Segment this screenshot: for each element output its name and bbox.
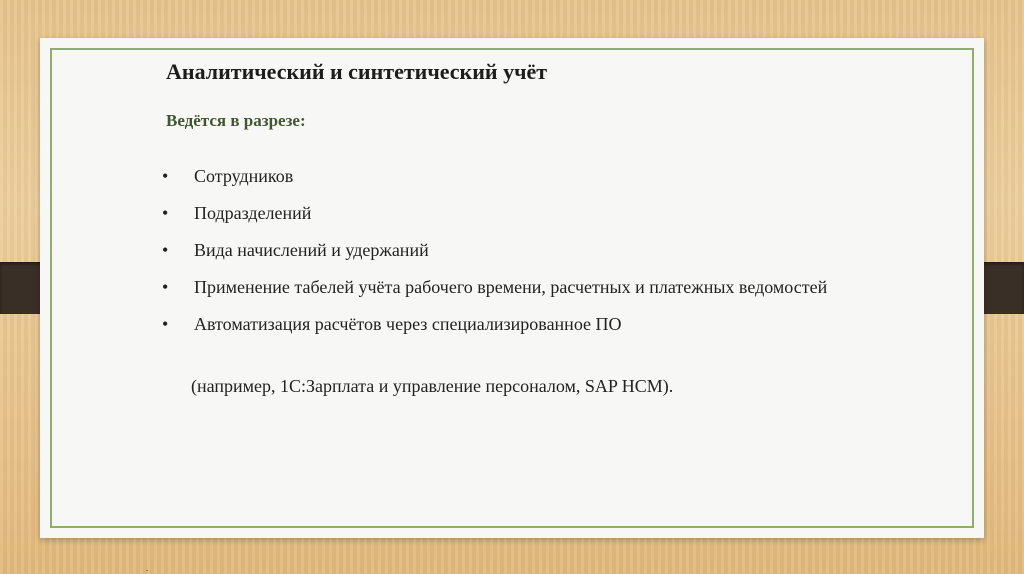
list-item (160, 232, 860, 269)
bullet-icon: • (162, 240, 169, 260)
list-item (160, 306, 860, 343)
list-item-text: Применение табелей учёта рабочего времени, расчетных и платежных ведомостей (194, 277, 828, 297)
footer-mark: . (146, 563, 149, 573)
list-item (160, 158, 860, 195)
list-item (160, 195, 860, 232)
bullet-icon: • (162, 203, 169, 223)
bullet-icon: • (162, 166, 169, 186)
software-example-note: (например, 1С:Зарплата и управление персоналом, SAP HCM). (191, 376, 674, 396)
list-item-text: Сотрудников (194, 166, 294, 186)
list-item (160, 269, 860, 306)
slide-card (40, 38, 984, 538)
list-item-text: Автоматизация расчётов через специализированное ПО (194, 314, 622, 334)
bullet-icon: • (162, 314, 169, 334)
bullet-list (160, 158, 860, 343)
list-item-text: Подразделений (194, 203, 312, 223)
slide-title: Аналитический и синтетический учёт (166, 59, 548, 84)
bullet-icon: • (162, 277, 169, 297)
slide-subtitle: Ведётся в разрезе: (166, 111, 306, 130)
list-item-text: Вида начислений и удержаний (194, 240, 429, 260)
